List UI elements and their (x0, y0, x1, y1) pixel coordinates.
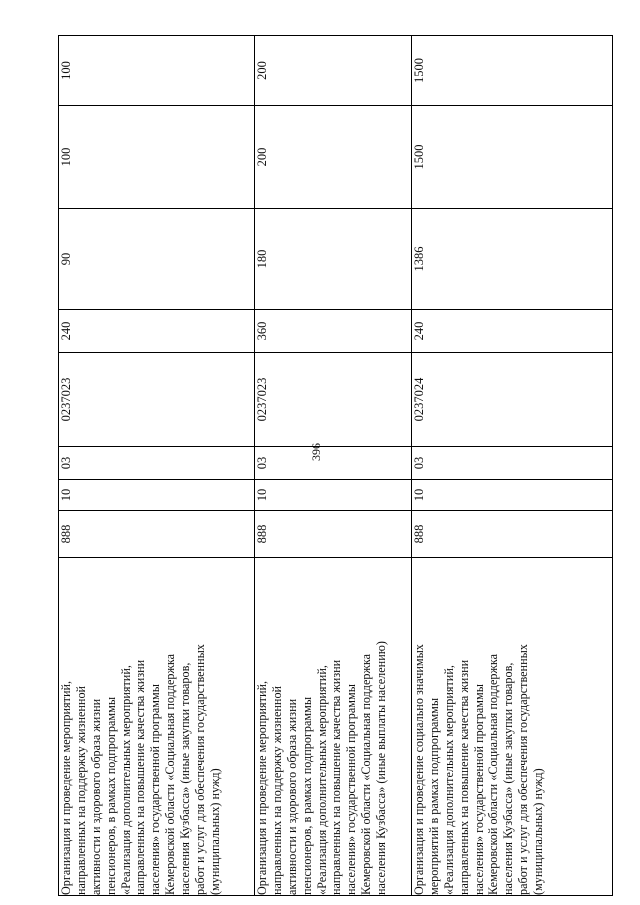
description-line: Кемеровской области «Социальная поддержка (359, 653, 374, 895)
table-row (412, 36, 613, 896)
vr-cell: 360 (255, 310, 412, 353)
ved-cell: 888 (412, 511, 613, 558)
year1-cell: 1386 (412, 209, 613, 310)
year3-cell: 200 (255, 36, 412, 106)
description-line: населения» государственной программы (471, 684, 486, 895)
csr-cell: 0237023 (255, 353, 412, 447)
row-description (412, 558, 613, 896)
razdel-cell: 10 (412, 480, 613, 511)
description-line: Кемеровской области «Социальная поддержка (486, 653, 501, 895)
podrazdel-cell: 03 (412, 447, 613, 480)
description-line: пенсионеров, в рамках подпрограммы (299, 696, 314, 895)
description-line: Кемеровской области «Социальная поддержка (163, 653, 178, 895)
year1-cell: 90 (59, 209, 255, 310)
description-line: активности и здорового образа жизни (284, 698, 299, 895)
csr-cell: 0237023 (59, 353, 255, 447)
description-line: населения» государственной программы (148, 684, 163, 895)
year3-cell: 100 (59, 36, 255, 106)
year1-cell: 180 (255, 209, 412, 310)
razdel-cell: 10 (59, 480, 255, 511)
row-description (59, 558, 255, 896)
razdel-cell: 10 (255, 480, 412, 511)
csr-cell: 0237024 (412, 353, 613, 447)
description-line: «Реализация дополнительных мероприятий, (441, 665, 456, 895)
table-row (59, 36, 255, 896)
description-line: направленных на поддержку жизненной (73, 685, 88, 895)
description-line: (муниципальных) нужд) (531, 768, 545, 895)
podrazdel-cell: 03 (59, 447, 255, 480)
description-line: пенсионеров, в рамках подпрограммы (103, 696, 118, 895)
ved-cell: 888 (255, 511, 412, 558)
description-line: Организация и проведение мероприятий, (59, 680, 73, 895)
row-description (255, 558, 412, 896)
rotated-table-wrapper (58, 36, 612, 896)
year2-cell: 1500 (412, 106, 613, 209)
description-line: «Реализация дополнительных мероприятий, (118, 665, 133, 895)
description-line: мероприятий в рамках подпрограммы (426, 697, 441, 895)
description-line: направленных на поддержку жизненной (269, 685, 284, 895)
description-line: работ и услуг для обеспечения государственных (516, 644, 531, 895)
page-number: 396 (309, 443, 323, 461)
description-line: направленных на повышение качества жизни (329, 659, 344, 895)
year3-cell: 1500 (412, 36, 613, 106)
year2-cell: 200 (255, 106, 412, 209)
description-line: активности и здорового образа жизни (88, 698, 103, 895)
vr-cell: 240 (412, 310, 613, 353)
description-line: Организация и проведение мероприятий, (255, 680, 269, 895)
description-line: населения» государственной программы (344, 684, 359, 895)
description-line: «Реализация дополнительных мероприятий, (314, 665, 329, 895)
year2-cell: 100 (59, 106, 255, 209)
podrazdel-cell: 03 (255, 447, 412, 480)
ved-cell: 888 (59, 511, 255, 558)
description-line: населения Кузбасса» (иные закупки товаров, (178, 662, 192, 895)
vr-cell: 240 (59, 310, 255, 353)
description-line: населения Кузбасса» (иные закупки товаров, (501, 662, 516, 895)
description-line: населения Кузбасса» (иные выплаты населению) (374, 641, 388, 895)
description-line: направленных на повышение качества жизни (133, 659, 148, 895)
description-line: (муниципальных) нужд) (207, 768, 222, 895)
description-line: направленных на повышение качества жизни (456, 659, 471, 895)
description-line: Организация и проведение социально значимых (412, 644, 426, 895)
budget-table (58, 35, 613, 896)
description-line: работ и услуг для обеспечения государственных (192, 644, 207, 895)
table-row (255, 36, 412, 896)
